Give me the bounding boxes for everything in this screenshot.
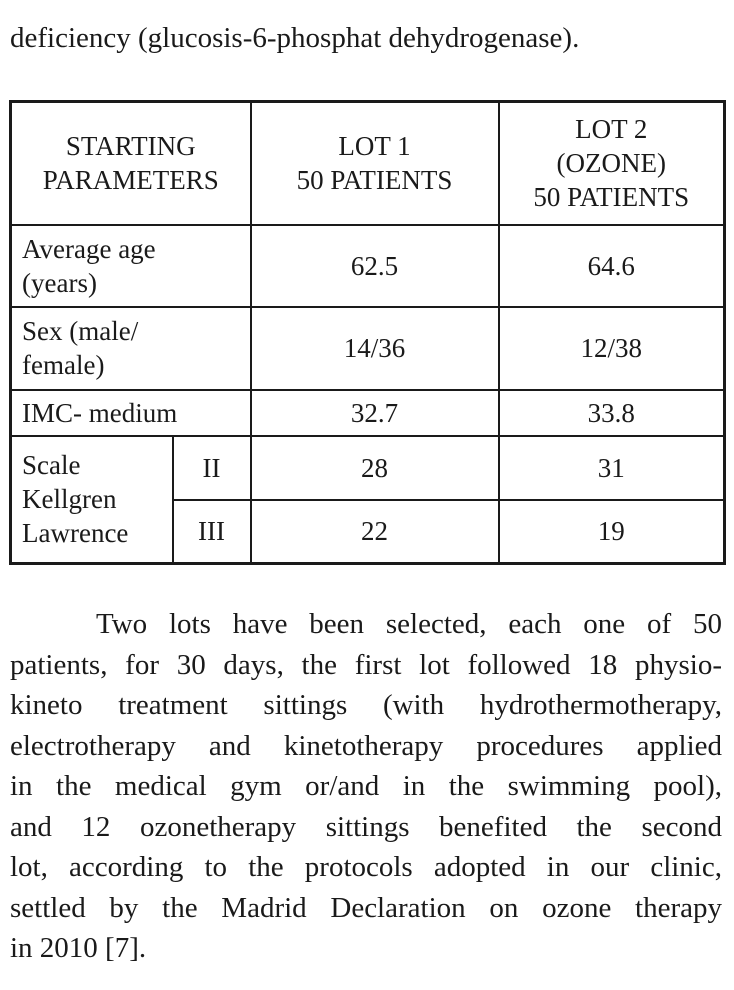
paragraph-line: kineto treatment sittings (with hydrothermotherapy, [10,689,722,721]
body-paragraph [10,604,722,969]
header-lot-2: LOT 2 (OZONE) 50 PATIENTS [499,102,725,225]
row-label-kellgren-lawrence-scale: Scale Kellgren Lawrence [11,436,173,564]
cell-grade-ii-lot2: 31 [499,436,725,500]
table-row [11,307,725,390]
row-label-sex: Sex (male/ female) [11,307,251,390]
starting-parameters-table [9,100,726,565]
cell-average-age-lot2: 64.6 [499,225,725,307]
row-label-imc-medium: IMC- medium [11,390,251,436]
table-row [11,390,725,436]
cell-imc-lot2: 33.8 [499,390,725,436]
preceding-text-line: deficiency (glucosis-6-phosphat dehydrogenase). [10,22,580,54]
cell-sex-lot1: 14/36 [251,307,499,390]
cell-imc-lot1: 32.7 [251,390,499,436]
paragraph-line: in 2010 [7]. [10,932,147,964]
table-row [11,436,725,500]
paragraph-line: patients, for 30 days, the first lot followed 18 physio- [10,648,722,681]
header-lot-1: LOT 1 50 PATIENTS [251,102,499,225]
paragraph-line: Two lots have been selected, each one of 50 [96,608,722,640]
paragraph-line: and 12 ozonetherapy sittings benefited the second [10,810,722,843]
cell-grade-ii-lot1: 28 [251,436,499,500]
table-header-row [11,102,725,225]
cell-grade-ii: II [173,436,251,500]
paragraph-line: electrotherapy and kinetotherapy procedures applied [10,729,722,762]
cell-sex-lot2: 12/38 [499,307,725,390]
cell-grade-iii: III [173,500,251,564]
paragraph-line: lot, according to the protocols adopted in our clinic, [10,851,722,883]
header-starting-parameters: STARTING PARAMETERS [11,102,251,225]
row-label-average-age: Average age (years) [11,225,251,307]
paragraph-line: in the medical gym or/and in the swimming pool), [10,770,722,802]
cell-grade-iii-lot2: 19 [499,500,725,564]
table-row [11,225,725,307]
cell-average-age-lot1: 62.5 [251,225,499,307]
paragraph-line: settled by the Madrid Declaration on ozone therapy [10,891,722,924]
cell-grade-iii-lot1: 22 [251,500,499,564]
